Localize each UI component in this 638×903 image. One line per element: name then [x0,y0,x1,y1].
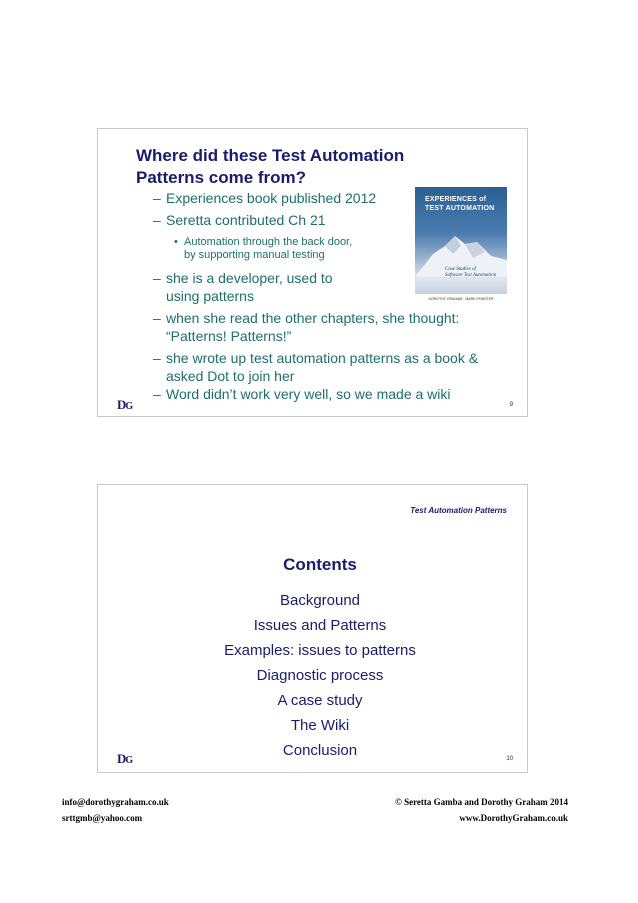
contents-item: Diagnostic process [256,667,384,684]
bullet-item: – Experiences book published 2012 [153,190,377,206]
contents-item: Background [279,592,361,609]
footer-copyright [395,794,568,826]
contents-item: Examples: issues to patterns [224,642,416,659]
book-cover-image [415,187,507,304]
title-line-2: Patterns come from? [136,168,307,187]
footer-email-2: srttgmb@yahoo.com [62,813,143,823]
slide-9 [97,128,528,417]
contents-list [98,588,527,763]
footer-website: www.DorothyGraham.co.uk [459,813,568,823]
book-title: EXPERIENCES of TEST AUTOMATION [425,196,495,212]
sub-bullet-item: • Automation through the back door, by supporting manual testing [174,236,353,261]
page-number: 10 [506,756,513,762]
bullet-item: – Word didn’t work very well, so we made a wiki [153,386,451,402]
book-subtitle: Case Studies of Software Test Automation [445,267,497,278]
footer-contact [62,794,169,826]
bullet-item: – she is a developer, used to using patterns [153,270,333,304]
slide-10 [97,484,528,773]
bullet-item: – when she read the other chapters, she thought: “Patterns! Patterns!” [153,310,460,344]
contents-item: Issues and Patterns [253,617,387,634]
slide-title: Contents [283,555,357,574]
bullet-item: – Seretta contributed Ch 21 [153,212,326,228]
contents-item: Conclusion [282,742,358,759]
footer-email-1: info@dorothygraham.co.uk [62,797,169,807]
title-line-1: Where did these Test Automation [136,146,405,165]
slide-header: Test Automation Patterns [410,506,507,515]
contents-item: A case study [277,692,363,709]
bullet-item: – she wrote up test automation patterns as a book & asked Dot to join her [153,350,479,384]
dg-logo: DG [117,397,133,412]
book-authors: DOROTHY GRAHAM · MARK FEWSTER [415,294,507,304]
copyright-text: © Seretta Gamba and Dorothy Graham 2014 [395,797,568,807]
page-number: 9 [509,402,513,408]
dg-logo: DG [117,751,133,766]
slide-title [136,145,496,189]
contents-item: The Wiki [290,717,350,734]
